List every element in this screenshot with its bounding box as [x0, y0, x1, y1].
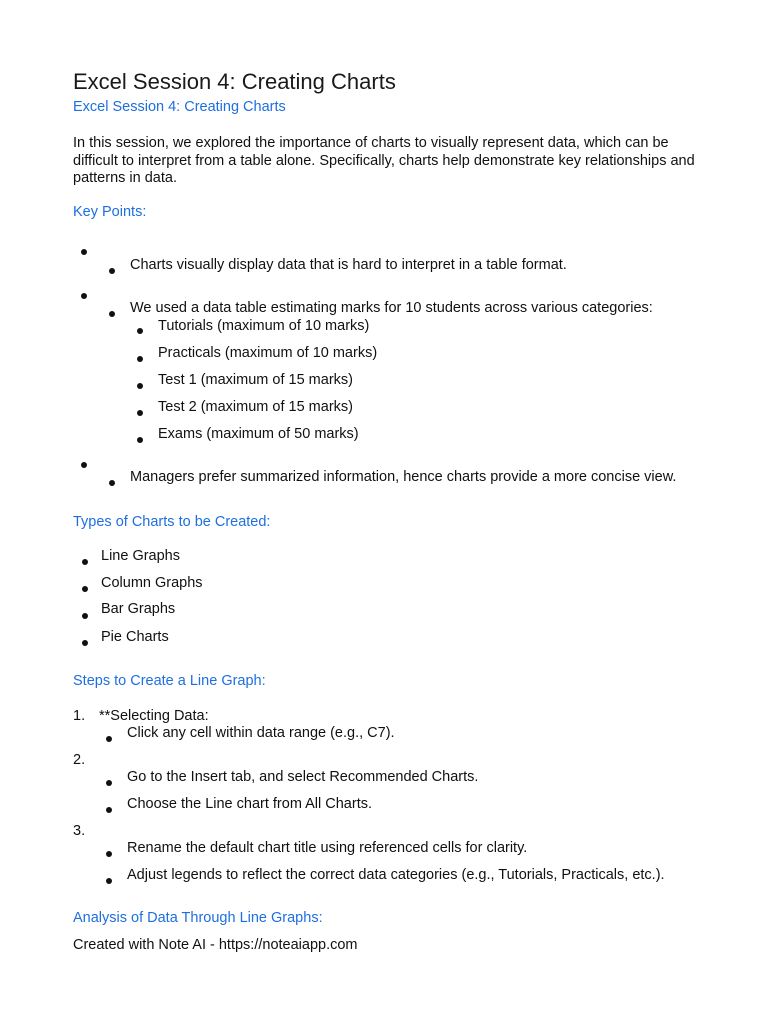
bullet-dot	[137, 356, 143, 362]
bullet-dot	[106, 807, 112, 813]
bullet-dot	[137, 328, 143, 334]
bullet-dot	[106, 851, 112, 857]
bullet-dot	[109, 268, 115, 274]
bullet-dot	[106, 878, 112, 884]
key-point-item: We used a data table estimating marks for 10 students across various categories:	[130, 300, 653, 316]
chart-types-heading: Types of Charts to be Created:	[73, 514, 271, 530]
step-item: Click any cell within data range (e.g., C7).	[127, 725, 395, 741]
bullet-dot	[137, 383, 143, 389]
bullet-dot	[137, 437, 143, 443]
chart-type-item: Pie Charts	[101, 629, 169, 645]
step-number: 2.	[73, 752, 86, 768]
sub-item: Exams (maximum of 50 marks)	[158, 426, 359, 442]
step-item: Adjust legends to reflect the correct data categories (e.g., Tutorials, Practicals, etc.).	[127, 867, 665, 883]
bullet-dot	[109, 480, 115, 486]
key-point-item: Managers prefer summarized information, hence charts provide a more concise view.	[130, 469, 677, 485]
sub-item: Tutorials (maximum of 10 marks)	[158, 318, 370, 334]
empty-bullet	[81, 293, 87, 299]
empty-bullet	[81, 249, 87, 255]
step-item: Choose the Line chart from All Charts.	[127, 796, 373, 812]
page-subtitle: Excel Session 4: Creating Charts	[73, 99, 286, 115]
step-number: 3.	[73, 823, 86, 839]
bullet-dot	[109, 311, 115, 317]
sub-item: Test 2 (maximum of 15 marks)	[158, 399, 353, 415]
step-item: Go to the Insert tab, and select Recommended Charts.	[127, 769, 479, 785]
step-label: **Selecting Data:	[99, 708, 209, 724]
intro-paragraph: In this session, we explored the importance of charts to visually represent data, which can be difficult to interpret from a table alone. Specifically, charts help demonstrate key relationships and patterns in data.	[73, 135, 695, 186]
bullet-dot	[106, 780, 112, 786]
steps-heading: Steps to Create a Line Graph:	[73, 673, 266, 689]
analysis-heading: Analysis of Data Through Line Graphs:	[73, 910, 323, 926]
bullet-dot	[82, 613, 88, 619]
bullet-dot	[106, 736, 112, 742]
step-item: Rename the default chart title using referenced cells for clarity.	[127, 840, 528, 856]
bullet-dot	[82, 586, 88, 592]
bullet-dot	[82, 640, 88, 646]
step-number: 1.	[73, 708, 86, 724]
chart-type-item: Column Graphs	[101, 575, 203, 591]
key-point-item: Charts visually display data that is hard to interpret in a table format.	[130, 257, 567, 273]
footer-credit: Created with Note AI - https://noteaiapp.com	[73, 937, 358, 953]
page-title: Excel Session 4: Creating Charts	[73, 69, 396, 94]
empty-bullet	[81, 462, 87, 468]
chart-type-item: Line Graphs	[101, 548, 180, 564]
sub-item: Practicals (maximum of 10 marks)	[158, 345, 378, 361]
bullet-dot	[82, 559, 88, 565]
key-points-heading: Key Points:	[73, 204, 147, 220]
sub-item: Test 1 (maximum of 15 marks)	[158, 372, 353, 388]
chart-type-item: Bar Graphs	[101, 601, 176, 617]
bullet-dot	[137, 410, 143, 416]
